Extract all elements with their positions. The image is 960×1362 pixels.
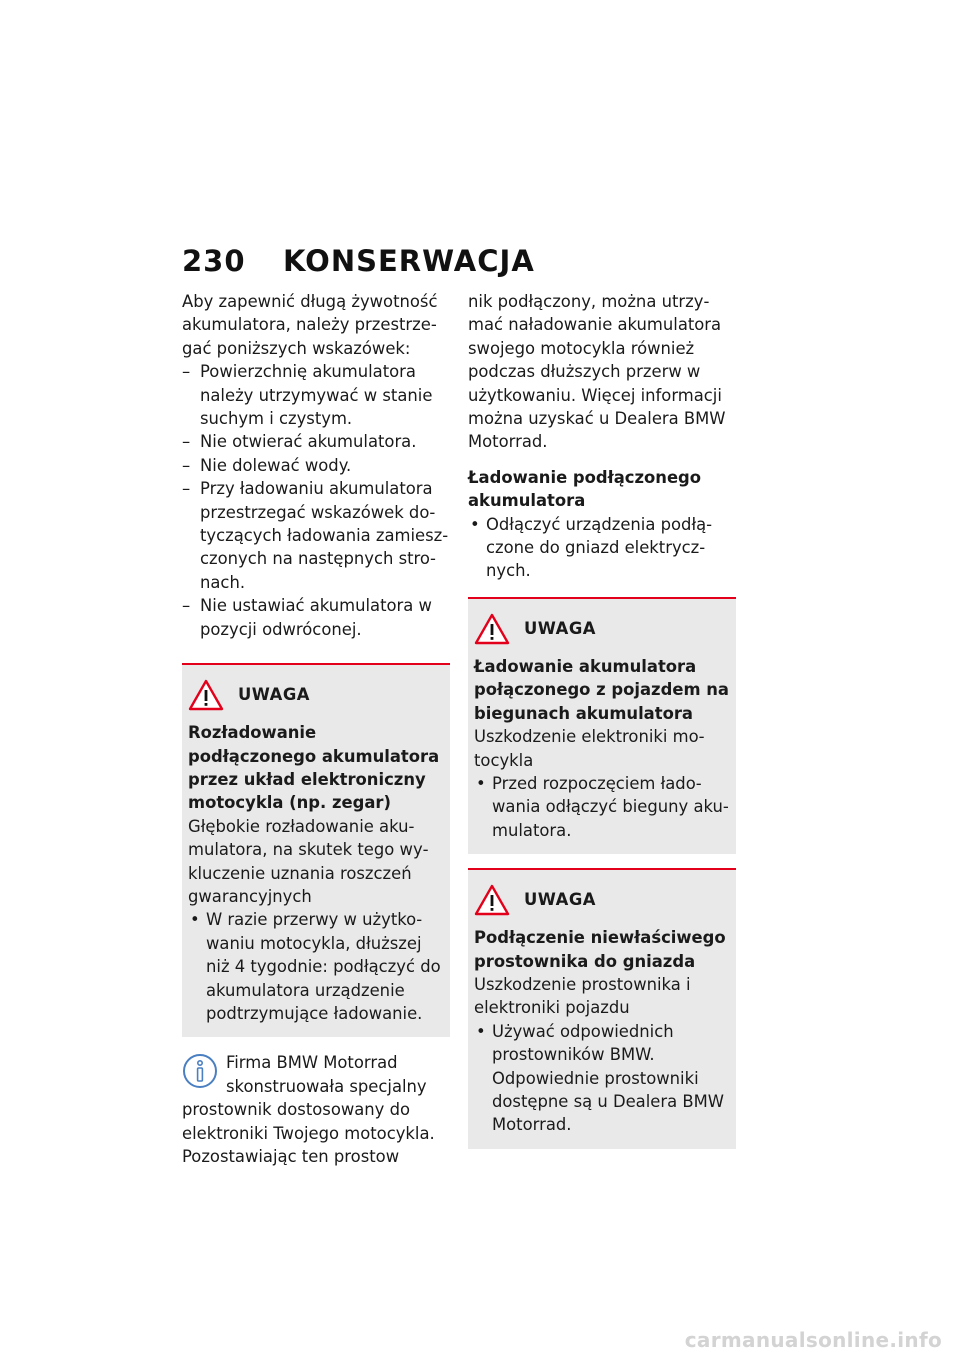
warning-title: [474, 613, 730, 645]
page-number: 230: [182, 244, 246, 278]
tip-item: – Powierzchnię akumulatora należy utrzymywać w stanie suchym i czystym.: [182, 360, 450, 430]
tip-item: – Przy ładowaniu akumulatora przestrzegać wskazówek dotyczących ładowania zamieszczonych na następnych stronach.: [182, 477, 450, 594]
warning-label: UWAGA: [238, 685, 310, 705]
warning-heading: Ładowanie akumulatora połączonego z pojazdem na biegunach akumulatora: [474, 656, 729, 723]
tip-item: – Nie otwierać akumulatora.: [182, 430, 450, 453]
right-column: [468, 290, 736, 1149]
warning-text: Głębokie rozładowanie akumulatora, na skutek tego wykluczenie uznania roszczeń gwarancyjnych: [188, 816, 429, 906]
warning-heading: Podłączenie niewłaściwego prostownika do gniazda: [474, 928, 726, 971]
warning-box-charging: [468, 597, 736, 854]
charging-step: • Odłączyć urządzenia podłączone do gniazd elektrycznych.: [468, 513, 736, 583]
warning-triangle-icon: [474, 613, 510, 645]
tip-item: – Nie ustawiać akumulatora w pozycji odwróconej.: [182, 594, 450, 641]
section-title: KONSERWACJA: [283, 244, 535, 278]
info-note: [182, 1051, 450, 1168]
warning-bullet: • Przed rozpoczęciem ładowania odłączyć bieguny akumulatora.: [474, 772, 730, 842]
warning-title: [188, 679, 444, 711]
warning-title: [474, 884, 730, 916]
warning-bullet: • W razie przerwy w użytkowaniu motocykla, dłuższej niż 4 tygodnie: podłączyć do akumulatora urządzenie podtrzymujące ładowanie.: [188, 908, 444, 1025]
warning-bullets: [188, 908, 444, 1025]
warning-bullet: • Używać odpowiednich prostowników BMW. Odpowiednie prostowniki dostępne są u Dealera BMW Motorrad.: [474, 1020, 730, 1137]
warning-triangle-icon: [474, 884, 510, 916]
left-column: [182, 290, 450, 1168]
warning-label: UWAGA: [524, 890, 596, 910]
warning-text: Uszkodzenie prostownika i elektroniki pojazdu: [474, 974, 691, 1018]
info-text: Firma BMW Motorrad skonstruowała specjalny prostownik dostosowany do elektroniki Twojego motocykla. Pozostawiając ten prostow: [182, 1053, 435, 1166]
watermark: carmanualsonline.info: [684, 1328, 942, 1352]
continuation-paragraph: nik podłączony, można utrzymać naładowanie akumulatora swojego motocykla również podczas dłuższych przerw w użytkowaniu. Więcej informacji można uzyskać u Dealera BMW Motorrad.: [468, 292, 726, 452]
intro-paragraph: Aby zapewnić długą żywotność akumulatora, należy przestrzegać poniższych wskazówek:: [182, 292, 438, 358]
maintenance-tips-list: [182, 360, 450, 641]
section-subheading: Ładowanie podłączonego akumulatora: [468, 467, 702, 511]
warning-heading: Rozładowanie podłączonego akumulatora przez układ elektroniczny motocykla (np. zegar): [188, 723, 440, 813]
page-header: [182, 244, 535, 278]
charging-steps: [468, 513, 736, 583]
warning-box-discharge: [182, 663, 450, 1037]
warning-label: UWAGA: [524, 619, 596, 639]
warning-text: Uszkodzenie elektroniki motocykla: [474, 727, 705, 770]
warning-triangle-icon: [188, 679, 224, 711]
warning-box-charger: [468, 868, 736, 1149]
warning-bullets: [474, 772, 730, 842]
warning-bullets: [474, 1020, 730, 1137]
info-icon: [182, 1053, 218, 1089]
tip-item: – Nie dolewać wody.: [182, 454, 450, 477]
